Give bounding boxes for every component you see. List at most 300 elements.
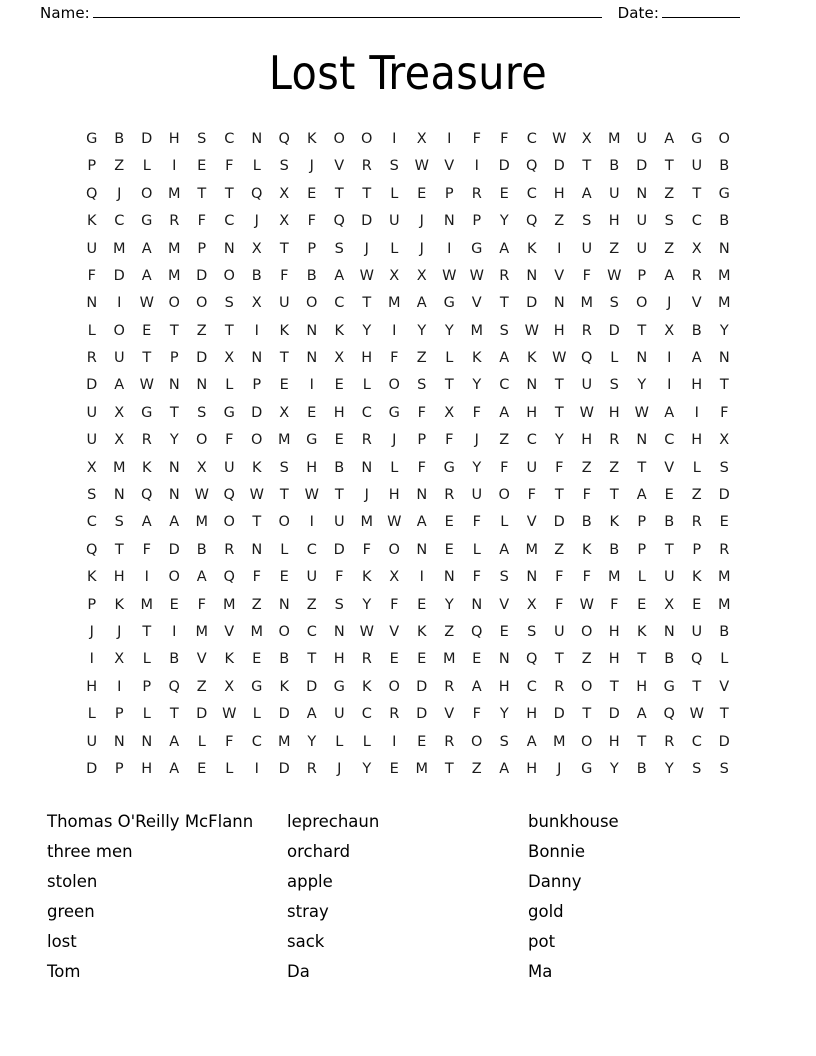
grid-cell[interactable]: D xyxy=(553,158,565,175)
grid-cell[interactable]: C xyxy=(361,404,372,421)
grid-cell[interactable]: Q xyxy=(86,185,98,202)
grid-cell[interactable]: M xyxy=(167,240,181,257)
grid-cell[interactable]: I xyxy=(309,514,314,531)
grid-cell[interactable]: X xyxy=(114,432,125,449)
grid-cell[interactable]: Z xyxy=(664,240,675,257)
grid-cell[interactable]: Y xyxy=(417,322,427,339)
grid-cell[interactable]: T xyxy=(334,487,344,504)
grid-cell[interactable]: A xyxy=(499,240,510,257)
grid-cell[interactable]: V xyxy=(526,514,537,531)
grid-cell[interactable]: K xyxy=(416,623,427,640)
grid-cell[interactable]: A xyxy=(196,569,207,586)
grid-cell[interactable]: D xyxy=(636,158,648,175)
grid-cell[interactable]: U xyxy=(113,350,125,367)
grid-cell[interactable]: K xyxy=(334,322,344,339)
grid-cell[interactable]: T xyxy=(444,760,454,777)
grid-cell[interactable]: R xyxy=(444,733,455,750)
grid-cell[interactable]: X xyxy=(251,240,262,257)
grid-cell[interactable]: T xyxy=(609,487,619,504)
grid-cell[interactable]: A xyxy=(636,706,647,723)
grid-cell[interactable]: V xyxy=(444,706,455,723)
grid-cell[interactable]: P xyxy=(472,213,482,230)
grid-cell[interactable]: S xyxy=(719,760,729,777)
grid-cell[interactable]: T xyxy=(637,459,647,476)
grid-cell[interactable]: D xyxy=(306,678,318,695)
grid-cell[interactable]: T xyxy=(252,514,262,531)
grid-cell[interactable]: G xyxy=(691,130,703,147)
grid-cell[interactable]: I xyxy=(144,569,149,586)
grid-cell[interactable]: F xyxy=(472,569,481,586)
grid-cell[interactable]: C xyxy=(664,432,675,449)
grid-cell[interactable]: T xyxy=(142,350,152,367)
grid-cell[interactable]: L xyxy=(390,459,399,476)
grid-cell[interactable]: K xyxy=(224,651,234,668)
grid-cell[interactable]: N xyxy=(251,350,263,367)
grid-cell[interactable]: D xyxy=(416,706,428,723)
grid-cell[interactable]: Q xyxy=(86,541,98,558)
grid-cell[interactable]: U xyxy=(608,185,620,202)
grid-cell[interactable]: C xyxy=(251,733,262,750)
grid-cell[interactable]: O xyxy=(636,295,648,312)
grid-cell[interactable]: H xyxy=(608,404,620,421)
grid-cell[interactable]: K xyxy=(86,569,97,586)
grid-cell[interactable]: T xyxy=(169,706,179,723)
grid-cell[interactable]: B xyxy=(664,514,675,531)
grid-cell[interactable]: T xyxy=(279,240,289,257)
grid-cell[interactable]: A xyxy=(416,514,427,531)
grid-cell[interactable]: I xyxy=(117,678,122,695)
grid-cell[interactable]: W xyxy=(552,350,567,367)
grid-cell[interactable]: W xyxy=(359,623,374,640)
grid-cell[interactable]: P xyxy=(637,541,647,558)
grid-cell[interactable]: C xyxy=(691,213,702,230)
name-input[interactable] xyxy=(93,5,602,18)
grid-cell[interactable]: S xyxy=(334,240,344,257)
grid-cell[interactable]: H xyxy=(333,651,345,668)
grid-cell[interactable]: L xyxy=(637,569,646,586)
grid-cell[interactable]: U xyxy=(636,130,648,147)
word-list-item[interactable]: three men xyxy=(47,841,133,861)
grid-cell[interactable]: I xyxy=(254,322,259,339)
grid-cell[interactable]: G xyxy=(443,295,455,312)
grid-cell[interactable]: M xyxy=(580,295,593,312)
grid-cell[interactable]: W xyxy=(304,487,319,504)
grid-cell[interactable]: L xyxy=(362,377,371,394)
grid-cell[interactable]: N xyxy=(416,487,428,504)
grid-cell[interactable]: W xyxy=(222,706,237,723)
grid-cell[interactable]: N xyxy=(526,377,538,394)
grid-cell[interactable]: U xyxy=(691,158,703,175)
grid-cell[interactable]: M xyxy=(607,569,621,586)
grid-cell[interactable]: X xyxy=(196,459,207,476)
grid-cell[interactable]: G xyxy=(306,432,318,449)
grid-cell[interactable]: T xyxy=(224,322,234,339)
grid-cell[interactable]: Z xyxy=(416,350,427,367)
grid-cell[interactable]: S xyxy=(224,295,234,312)
grid-cell[interactable]: A xyxy=(334,267,345,284)
grid-cell[interactable]: I xyxy=(309,377,314,394)
grid-cell[interactable]: N xyxy=(141,733,153,750)
grid-cell[interactable]: Z xyxy=(609,459,620,476)
grid-cell[interactable]: A xyxy=(306,706,317,723)
grid-cell[interactable]: O xyxy=(113,322,125,339)
grid-cell[interactable]: C xyxy=(306,623,317,640)
grid-cell[interactable]: A xyxy=(664,267,675,284)
grid-cell[interactable]: R xyxy=(444,487,455,504)
grid-cell[interactable]: S xyxy=(87,487,97,504)
grid-cell[interactable]: W xyxy=(552,130,567,147)
grid-cell[interactable]: D xyxy=(718,487,730,504)
grid-cell[interactable]: K xyxy=(279,678,289,695)
grid-cell[interactable]: T xyxy=(279,487,289,504)
grid-cell[interactable]: F xyxy=(197,596,206,613)
grid-cell[interactable]: F xyxy=(280,267,289,284)
grid-cell[interactable]: H xyxy=(498,678,510,695)
grid-cell[interactable]: O xyxy=(498,487,510,504)
grid-cell[interactable]: Z xyxy=(581,459,592,476)
grid-cell[interactable]: H xyxy=(608,623,620,640)
grid-cell[interactable]: F xyxy=(555,569,564,586)
grid-cell[interactable]: Y xyxy=(472,377,482,394)
grid-cell[interactable]: Z xyxy=(114,158,125,175)
grid-cell[interactable]: N xyxy=(553,295,565,312)
grid-cell[interactable]: E xyxy=(197,760,207,777)
grid-cell[interactable]: N xyxy=(416,541,428,558)
grid-cell[interactable]: E xyxy=(389,651,399,668)
grid-cell[interactable]: Z xyxy=(581,651,592,668)
grid-cell[interactable]: T xyxy=(637,322,647,339)
grid-cell[interactable]: F xyxy=(610,596,619,613)
grid-cell[interactable]: D xyxy=(361,213,373,230)
grid-cell[interactable]: H xyxy=(526,404,538,421)
grid-cell[interactable]: Z xyxy=(306,596,317,613)
grid-cell[interactable]: L xyxy=(225,377,234,394)
grid-cell[interactable]: F xyxy=(390,596,399,613)
grid-cell[interactable]: E xyxy=(279,377,289,394)
grid-cell[interactable]: B xyxy=(306,267,317,284)
grid-cell[interactable]: T xyxy=(362,295,372,312)
grid-cell[interactable]: B xyxy=(609,541,620,558)
grid-cell[interactable]: A xyxy=(141,240,152,257)
grid-cell[interactable]: I xyxy=(447,240,452,257)
grid-cell[interactable]: L xyxy=(87,322,96,339)
grid-cell[interactable]: U xyxy=(278,295,290,312)
grid-cell[interactable]: S xyxy=(527,623,537,640)
grid-cell[interactable]: E xyxy=(307,404,317,421)
grid-cell[interactable]: E xyxy=(664,487,674,504)
grid-cell[interactable]: N xyxy=(498,651,510,668)
grid-cell[interactable]: A xyxy=(114,377,125,394)
word-list-item[interactable]: sack xyxy=(287,931,325,951)
grid-cell[interactable]: X xyxy=(279,185,290,202)
grid-cell[interactable]: F xyxy=(582,487,591,504)
grid-cell[interactable]: R xyxy=(141,432,152,449)
grid-cell[interactable]: A xyxy=(664,404,675,421)
grid-cell[interactable]: D xyxy=(196,267,208,284)
grid-cell[interactable]: D xyxy=(608,706,620,723)
grid-cell[interactable]: F xyxy=(417,459,426,476)
grid-cell[interactable]: U xyxy=(86,240,98,257)
grid-cell[interactable]: E xyxy=(417,596,427,613)
grid-cell[interactable]: I xyxy=(694,404,699,421)
grid-cell[interactable]: I xyxy=(474,158,479,175)
grid-cell[interactable]: V xyxy=(444,158,455,175)
grid-cell[interactable]: R xyxy=(361,651,372,668)
grid-cell[interactable]: M xyxy=(140,596,153,613)
grid-cell[interactable]: U xyxy=(306,569,318,586)
grid-cell[interactable]: B xyxy=(581,514,592,531)
grid-cell[interactable]: T xyxy=(582,158,592,175)
grid-cell[interactable]: Y xyxy=(169,432,179,449)
grid-cell[interactable]: N xyxy=(526,267,538,284)
grid-cell[interactable]: Q xyxy=(278,130,290,147)
grid-cell[interactable]: H xyxy=(691,377,703,394)
grid-cell[interactable]: N xyxy=(636,185,648,202)
grid-cell[interactable]: K xyxy=(609,514,619,531)
grid-cell[interactable]: M xyxy=(717,267,731,284)
grid-cell[interactable]: V xyxy=(719,678,730,695)
grid-cell[interactable]: N xyxy=(636,432,648,449)
grid-cell[interactable]: D xyxy=(553,514,565,531)
grid-cell[interactable]: T xyxy=(334,185,344,202)
grid-cell[interactable]: X xyxy=(251,295,262,312)
grid-cell[interactable]: Y xyxy=(444,596,454,613)
grid-cell[interactable]: G xyxy=(251,678,263,695)
grid-cell[interactable]: D xyxy=(416,678,428,695)
grid-cell[interactable]: R xyxy=(389,706,400,723)
grid-cell[interactable]: T xyxy=(554,651,564,668)
grid-cell[interactable]: H xyxy=(526,706,538,723)
grid-cell[interactable]: C xyxy=(334,295,345,312)
grid-cell[interactable]: A xyxy=(499,350,510,367)
grid-cell[interactable]: E xyxy=(389,760,399,777)
grid-cell[interactable]: T xyxy=(362,185,372,202)
grid-cell[interactable]: Q xyxy=(691,651,703,668)
grid-cell[interactable]: E xyxy=(334,377,344,394)
grid-cell[interactable]: M xyxy=(607,130,621,147)
grid-cell[interactable]: E xyxy=(444,541,454,558)
grid-cell[interactable]: A xyxy=(526,733,537,750)
grid-cell[interactable]: Q xyxy=(526,158,538,175)
grid-cell[interactable]: B xyxy=(664,651,675,668)
grid-cell[interactable]: W xyxy=(579,596,594,613)
grid-cell[interactable]: R xyxy=(471,185,482,202)
grid-cell[interactable]: L xyxy=(610,350,619,367)
grid-cell[interactable]: R xyxy=(361,432,372,449)
word-list-item[interactable]: orchard xyxy=(287,841,351,861)
grid-cell[interactable]: Q xyxy=(223,487,235,504)
grid-cell[interactable]: M xyxy=(112,240,126,257)
grid-cell[interactable]: R xyxy=(719,541,730,558)
grid-cell[interactable]: P xyxy=(692,541,702,558)
word-list-item[interactable]: Danny xyxy=(528,871,582,891)
grid-cell[interactable]: T xyxy=(554,487,564,504)
grid-cell[interactable]: O xyxy=(718,130,730,147)
grid-cell[interactable]: A xyxy=(499,404,510,421)
grid-cell[interactable]: X xyxy=(526,596,537,613)
date-input[interactable] xyxy=(662,5,740,18)
grid-cell[interactable]: F xyxy=(472,404,481,421)
grid-cell[interactable]: B xyxy=(251,267,262,284)
grid-cell[interactable]: X xyxy=(691,240,702,257)
grid-cell[interactable]: I xyxy=(392,733,397,750)
grid-cell[interactable]: W xyxy=(442,267,457,284)
grid-cell[interactable]: F xyxy=(225,158,234,175)
grid-cell[interactable]: I xyxy=(392,130,397,147)
grid-cell[interactable]: E xyxy=(417,733,427,750)
grid-cell[interactable]: U xyxy=(223,459,235,476)
grid-cell[interactable]: Q xyxy=(223,569,235,586)
grid-cell[interactable]: I xyxy=(172,623,177,640)
grid-cell[interactable]: X xyxy=(86,459,97,476)
grid-cell[interactable]: U xyxy=(86,733,98,750)
grid-cell[interactable]: W xyxy=(139,377,154,394)
grid-cell[interactable]: D xyxy=(251,404,263,421)
grid-cell[interactable]: X xyxy=(279,213,290,230)
grid-cell[interactable]: W xyxy=(139,295,154,312)
grid-cell[interactable]: T xyxy=(279,350,289,367)
grid-cell[interactable]: U xyxy=(581,377,593,394)
grid-cell[interactable]: B xyxy=(691,322,702,339)
grid-cell[interactable]: A xyxy=(581,185,592,202)
grid-cell[interactable]: B xyxy=(334,459,345,476)
grid-cell[interactable]: X xyxy=(224,350,235,367)
grid-cell[interactable]: U xyxy=(691,623,703,640)
grid-cell[interactable]: E xyxy=(417,185,427,202)
grid-cell[interactable]: X xyxy=(279,404,290,421)
grid-cell[interactable]: J xyxy=(419,213,424,230)
grid-cell[interactable]: Z xyxy=(664,185,675,202)
grid-cell[interactable]: F xyxy=(472,514,481,531)
grid-cell[interactable]: G xyxy=(86,130,98,147)
grid-cell[interactable]: H xyxy=(691,432,703,449)
grid-cell[interactable]: N xyxy=(113,487,125,504)
grid-cell[interactable]: P xyxy=(87,158,97,175)
grid-cell[interactable]: B xyxy=(719,213,730,230)
word-list-item[interactable]: pot xyxy=(528,931,556,951)
grid-cell[interactable]: S xyxy=(197,130,207,147)
grid-cell[interactable]: Y xyxy=(499,706,509,723)
grid-cell[interactable]: T xyxy=(197,185,207,202)
grid-cell[interactable]: S xyxy=(417,377,427,394)
grid-cell[interactable]: K xyxy=(581,541,592,558)
grid-cell[interactable]: X xyxy=(416,130,427,147)
grid-cell[interactable]: T xyxy=(224,185,234,202)
grid-cell[interactable]: U xyxy=(636,240,648,257)
grid-cell[interactable]: U xyxy=(388,213,400,230)
grid-cell[interactable]: F xyxy=(335,569,344,586)
grid-cell[interactable]: H xyxy=(333,404,345,421)
grid-cell[interactable]: M xyxy=(717,295,731,312)
grid-cell[interactable]: L xyxy=(472,541,481,558)
grid-cell[interactable]: O xyxy=(196,432,208,449)
grid-cell[interactable]: K xyxy=(471,350,482,367)
grid-cell[interactable]: A xyxy=(169,514,180,531)
grid-cell[interactable]: C xyxy=(691,733,702,750)
grid-cell[interactable]: L xyxy=(335,733,344,750)
grid-cell[interactable]: R xyxy=(554,678,565,695)
grid-cell[interactable]: Q xyxy=(251,185,263,202)
grid-cell[interactable]: A xyxy=(499,760,510,777)
grid-cell[interactable]: H xyxy=(526,760,538,777)
grid-cell[interactable]: M xyxy=(717,569,731,586)
grid-cell[interactable]: M xyxy=(470,322,483,339)
grid-cell[interactable]: D xyxy=(498,158,510,175)
grid-cell[interactable]: A xyxy=(169,733,180,750)
grid-cell[interactable]: O xyxy=(306,295,318,312)
grid-cell[interactable]: I xyxy=(447,130,452,147)
grid-cell[interactable]: Y xyxy=(664,760,674,777)
grid-cell[interactable]: C xyxy=(499,377,510,394)
grid-cell[interactable]: W xyxy=(689,706,704,723)
grid-cell[interactable]: D xyxy=(196,350,208,367)
grid-cell[interactable]: E xyxy=(719,514,729,531)
grid-cell[interactable]: F xyxy=(252,569,261,586)
word-list-item[interactable]: lost xyxy=(47,931,77,951)
grid-cell[interactable]: M xyxy=(387,295,401,312)
grid-cell[interactable]: Y xyxy=(362,322,372,339)
grid-cell[interactable]: N xyxy=(306,350,318,367)
grid-cell[interactable]: F xyxy=(500,130,509,147)
grid-cell[interactable]: T xyxy=(637,733,647,750)
grid-cell[interactable]: K xyxy=(361,569,372,586)
grid-cell[interactable]: C xyxy=(86,514,97,531)
grid-cell[interactable]: N xyxy=(663,623,675,640)
grid-cell[interactable]: L xyxy=(390,240,399,257)
grid-cell[interactable]: M xyxy=(195,514,208,531)
grid-cell[interactable]: Q xyxy=(141,487,153,504)
grid-cell[interactable]: J xyxy=(474,432,479,449)
grid-cell[interactable]: T xyxy=(169,404,179,421)
word-list-item[interactable]: gold xyxy=(528,901,564,921)
grid-cell[interactable]: N xyxy=(636,350,648,367)
grid-cell[interactable]: U xyxy=(526,459,538,476)
grid-cell[interactable]: P xyxy=(169,350,179,367)
grid-cell[interactable]: P xyxy=(417,432,427,449)
grid-cell[interactable]: E xyxy=(499,623,509,640)
grid-cell[interactable]: K xyxy=(141,459,152,476)
word-list-item[interactable]: Tom xyxy=(47,961,81,981)
grid-cell[interactable]: N xyxy=(361,459,373,476)
grid-cell[interactable]: V xyxy=(554,267,565,284)
grid-cell[interactable]: V xyxy=(471,295,482,312)
grid-cell[interactable]: N xyxy=(168,377,180,394)
grid-cell[interactable]: E xyxy=(417,651,427,668)
grid-cell[interactable]: Q xyxy=(526,213,538,230)
grid-cell[interactable]: T xyxy=(692,185,702,202)
grid-cell[interactable]: F xyxy=(197,213,206,230)
grid-cell[interactable]: H xyxy=(608,651,620,668)
grid-cell[interactable]: A xyxy=(499,541,510,558)
grid-cell[interactable]: Z xyxy=(444,623,455,640)
grid-cell[interactable]: J xyxy=(667,295,672,312)
grid-cell[interactable]: F xyxy=(362,541,371,558)
grid-cell[interactable]: Y xyxy=(609,760,619,777)
grid-cell[interactable]: M xyxy=(112,459,126,476)
grid-cell[interactable]: C xyxy=(526,185,537,202)
grid-cell[interactable]: K xyxy=(361,678,372,695)
grid-cell[interactable]: I xyxy=(557,240,562,257)
grid-cell[interactable]: L xyxy=(720,651,729,668)
grid-cell[interactable]: T xyxy=(719,706,729,723)
grid-cell[interactable]: G xyxy=(333,678,345,695)
grid-cell[interactable]: K xyxy=(279,322,289,339)
word-list-item[interactable]: Da xyxy=(287,961,310,981)
grid-cell[interactable]: R xyxy=(581,322,592,339)
grid-cell[interactable]: H xyxy=(553,322,565,339)
grid-cell[interactable]: W xyxy=(469,267,484,284)
grid-cell[interactable]: B xyxy=(196,541,207,558)
